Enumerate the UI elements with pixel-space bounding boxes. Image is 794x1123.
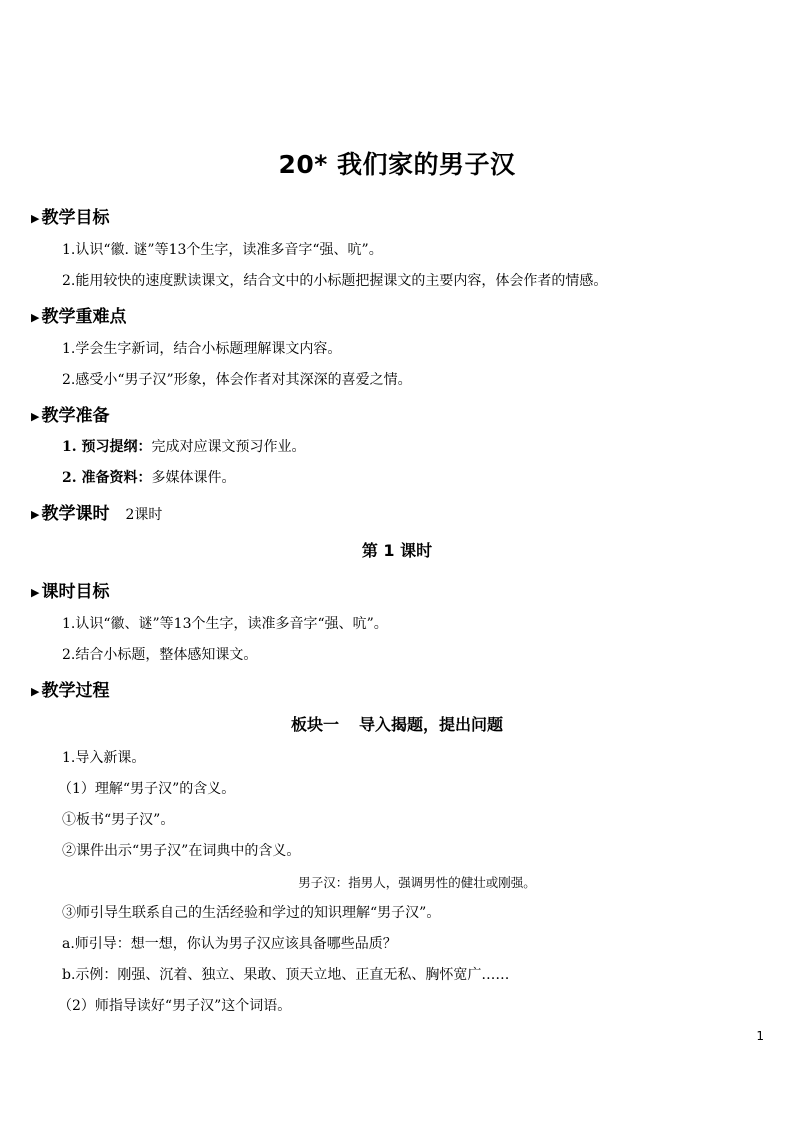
section-heading-objectives (31, 203, 109, 228)
section-heading-lesson-goals (31, 577, 109, 602)
triangle-marker-icon: ▶ (31, 410, 40, 423)
preparation-text: 多媒体课件。 (151, 470, 236, 486)
triangle-marker-icon: ▶ (31, 508, 40, 521)
page-number: 1 (756, 1029, 764, 1043)
preparation-item (62, 467, 236, 487)
section-heading-key-points (31, 302, 126, 327)
process-line: 1.导入新课。 (62, 750, 146, 766)
key-point-item: 2.感受小“男子汉”形象，体会作者对其深深的喜爱之情。 (62, 372, 412, 388)
heading-text: 教学课时 (41, 504, 110, 524)
triangle-marker-icon: ▶ (31, 685, 40, 698)
process-line: （2）师指导读好“男子汉”这个词语。 (58, 998, 292, 1014)
process-line: b.示例：刚强、沉着、独立、果敢、顶天立地、正直无私、胸怀宽广…… (62, 967, 510, 983)
hours-value: 2课时 (125, 507, 163, 523)
lesson-goal-item: 1.认识“徽、谜”等13个生字，读准多音字“强、吭”。 (62, 616, 388, 632)
heading-text: 教学目标 (41, 208, 110, 228)
dictionary-quote: 男子汉：指男人，强调男性的健壮或刚强。 (298, 875, 536, 890)
heading-text: 教学准备 (41, 406, 110, 426)
preparation-label: 2. 准备资料： (62, 470, 152, 486)
process-line: a.师引导：想一想，你认为男子汉应该具备哪些品质？ (62, 936, 397, 952)
block-name: 板块一 (290, 715, 339, 734)
heading-text: 教学重难点 (41, 307, 127, 327)
lesson-goal-item: 2.结合小标题，整体感知课文。 (62, 647, 258, 663)
block-title (0, 712, 794, 735)
block-heading: 导入揭题，提出问题 (359, 715, 504, 734)
heading-text: 教学过程 (41, 681, 110, 701)
process-line: ①板书“男子汉”。 (62, 812, 175, 828)
section-heading-preparation (31, 401, 109, 426)
section-heading-hours (31, 499, 162, 524)
lesson-title: 第 1 课时 (361, 541, 433, 560)
triangle-marker-icon: ▶ (31, 586, 40, 599)
key-point-item: 1.学会生字新词，结合小标题理解课文内容。 (62, 341, 342, 357)
triangle-marker-icon: ▶ (31, 311, 40, 324)
triangle-marker-icon: ▶ (31, 212, 40, 225)
preparation-text: 完成对应课文预习作业。 (151, 439, 306, 455)
process-line: （1）理解“男子汉”的含义。 (58, 781, 236, 797)
objective-item: 1.认识“徽. 谜”等13个生字，读准多音字“强、吭”。 (62, 242, 383, 258)
heading-text: 课时目标 (41, 582, 110, 602)
preparation-item (62, 436, 306, 456)
objective-item: 2.能用较快的速度默读课文，结合文中的小标题把握课文的主要内容，体会作者的情感。 (62, 273, 608, 289)
document-title: 20* 我们家的男子汉 (278, 150, 516, 179)
section-heading-process (31, 676, 109, 701)
preparation-label: 1. 预习提纲： (62, 439, 152, 455)
process-line: ③师引导生联系自己的生活经验和学过的知识理解“男子汉”。 (62, 905, 441, 921)
process-line: ②课件出示“男子汉”在词典中的含义。 (62, 843, 301, 859)
